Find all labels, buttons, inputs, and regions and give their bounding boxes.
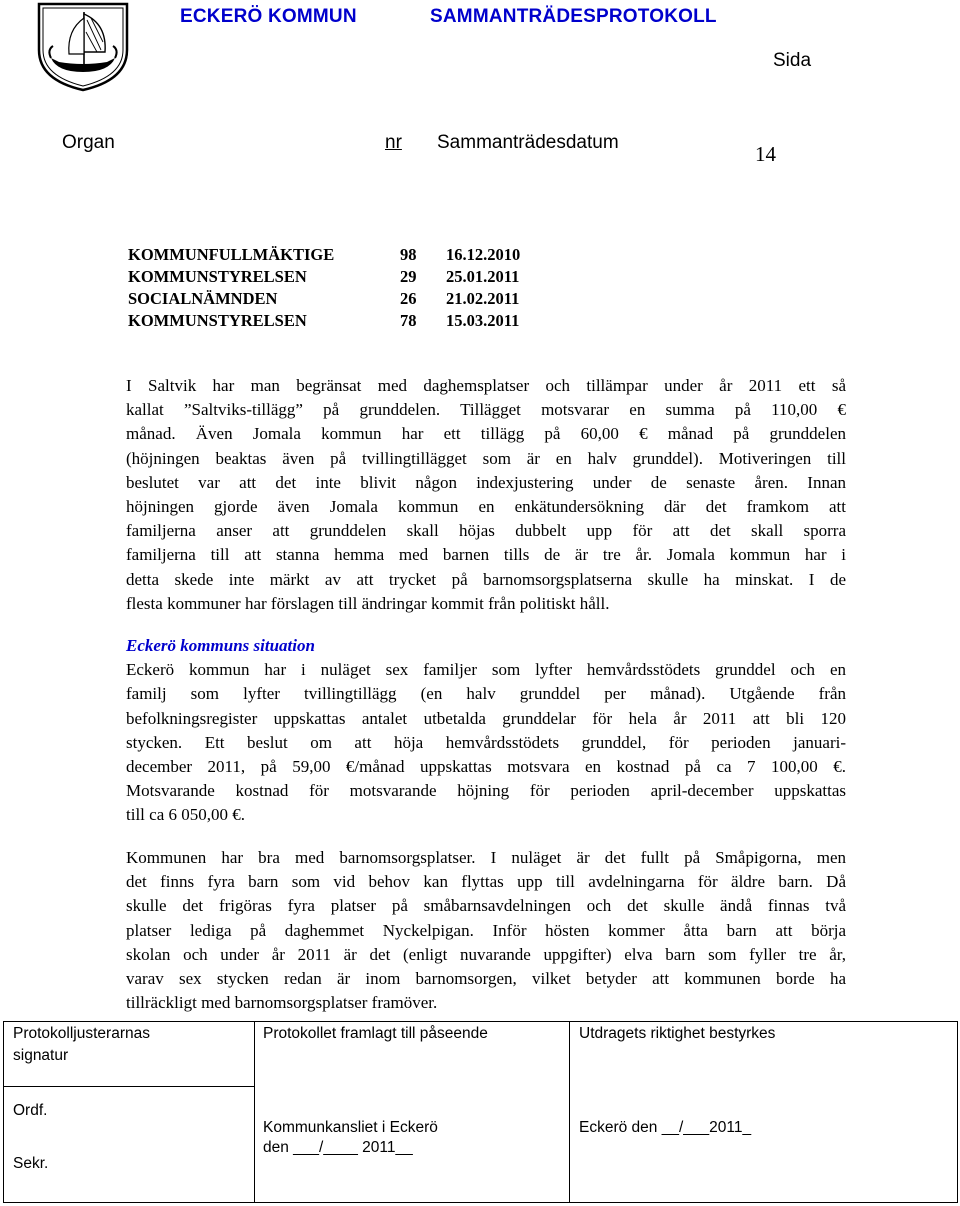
organ-name: SOCIALNÄMNDEN xyxy=(128,289,278,308)
chair-label: Ordf. xyxy=(13,1102,48,1119)
organ-name: KOMMUNSTYRELSEN xyxy=(128,311,307,330)
municipality-crest-logo xyxy=(37,2,129,92)
organ-nr: 98 xyxy=(400,245,417,264)
text-line: Motsvarande kostnad för motsvarande höjning för perioden april-december uppskattas xyxy=(126,781,846,801)
signatures-label: Protokolljusterarnas xyxy=(13,1025,150,1042)
organ-date: 16.12.2010 xyxy=(446,245,521,264)
text-line: skolan och under år 2011 är det (enligt nuvarande uppgifter) elva barn som fyller tre år, xyxy=(126,944,846,964)
text-line: månad. Även Jomala kommun har ett tillägg på 60,00 € månad på grunddelen xyxy=(126,424,846,444)
text-line: till ca 6 050,00 €. xyxy=(126,805,245,825)
text-line: skulle det frigöras fyra platser på småbarnsavdelningen och det skulle ändå finnas två xyxy=(126,896,846,916)
text-line: kallat ”Saltviks-tillägg” på grunddelen. Tillägget motsvarar en summa på 110,00 € xyxy=(126,400,846,420)
organ-nr: 29 xyxy=(400,267,417,286)
paragraph-eckero-situation xyxy=(126,634,846,828)
paragraph-barnomsorg xyxy=(126,846,846,1015)
text-line: tillräckligt med barnomsorgsplatser framöver. xyxy=(126,993,438,1013)
extract-certified-label: Utdragets riktighet bestyrkes xyxy=(579,1025,776,1042)
text-line: stycken. Ett beslut om att höja hemvårdsstödets grunddel, för perioden januari- xyxy=(126,732,846,752)
section-heading: Eckerö kommuns situation xyxy=(126,636,315,655)
organ-label: Organ xyxy=(62,132,115,153)
text-line: Kommunen har bra med barnomsorgsplatser. I nuläget är det fullt på Småpigorna, men xyxy=(126,848,846,867)
signatures-label-2: signatur xyxy=(13,1047,69,1064)
organ-date: 21.02.2011 xyxy=(446,289,520,308)
text-line: I Saltvik har man begränsat med daghemsplatser och tillämpar under år 2011 ett så xyxy=(126,376,846,395)
text-line: familjerna anser att grunddelen skall höjas dubbelt upp för att det skall sporra xyxy=(126,521,846,541)
organ-date: 25.01.2011 xyxy=(446,267,520,286)
page-number: 14 xyxy=(755,142,776,166)
text-line: (höjningen beaktas även på tvillingtillägget som är en halv grunddel). Motiveringen till xyxy=(126,448,846,468)
text-line: familjerna till att stanna hemma med barnen tills de är tre år. Jomala kommun har i xyxy=(126,545,846,565)
text-line: december 2011, på 59,00 €/månad uppskattas motsvara en kostnad på ca 7 100,00 €. xyxy=(126,757,846,777)
page-label: Sida xyxy=(773,50,812,71)
table-divider xyxy=(4,1086,254,1087)
text-line: detta skede inte märkt av att trycket på barnomsorgsplatserna skulle ha minskat. I de xyxy=(126,569,846,589)
organ-nr: 78 xyxy=(400,311,417,330)
presented-label: Protokollet framlagt till påseende xyxy=(263,1025,488,1042)
table-divider xyxy=(254,1022,255,1202)
text-line: befolkningsregister uppskattas antalet utbetalda grunddelar för hela år 2011 att bli 120 xyxy=(126,708,846,728)
text-line: höjningen gjorde även Jomala kommun en enkätundersökning där det framkom att xyxy=(126,497,846,517)
text-line: flesta kommuner har förslagen till ändringar kommit från politiskt håll. xyxy=(126,593,610,613)
secretary-label: Sekr. xyxy=(13,1155,49,1172)
office-label: Kommunkansliet i Eckerö xyxy=(263,1119,438,1136)
municipality-name: ECKERÖ KOMMUN xyxy=(180,6,357,27)
extract-place-date: Eckerö den __/___2011_ xyxy=(579,1119,752,1136)
organ-name: KOMMUNSTYRELSEN xyxy=(128,267,307,286)
text-line: det finns fyra barn som vid behov kan flyttas upp till avdelningarna för äldre barn. Då xyxy=(126,872,846,892)
text-line: Eckerö kommun har i nuläget sex familjer som lyfter hemvårdsstödets grunddel och en xyxy=(126,660,846,680)
organ-date: 15.03.2011 xyxy=(446,311,520,330)
text-line: varav sex stycken redan är inom barnomsorgen, vilket betyder att kommunen borde ha xyxy=(126,969,846,989)
organ-name: KOMMUNFULLMÄKTIGE xyxy=(128,245,335,264)
organ-nr: 26 xyxy=(400,289,417,308)
text-line: platser lediga på daghemmet Nyckelpigan. Inför hösten kommer åtta barn att börja xyxy=(126,920,846,940)
document-type: SAMMANTRÄDESPROTOKOLL xyxy=(430,6,717,27)
text-line: familj som lyfter tvillingtillägg (en halv grunddel per månad). Utgående från xyxy=(126,684,846,704)
presented-date-line: den ___/____ 2011__ xyxy=(263,1139,413,1156)
meeting-date-label: Sammanträdesdatum xyxy=(437,132,619,153)
paragraph-saltvik-jomala xyxy=(126,374,846,616)
nr-label: nr xyxy=(385,132,402,153)
table-divider xyxy=(569,1022,570,1202)
signature-table xyxy=(3,1021,958,1203)
text-line: beslutet var att det inte blivit någon indexjustering under de senaste åren. Innan xyxy=(126,472,846,492)
